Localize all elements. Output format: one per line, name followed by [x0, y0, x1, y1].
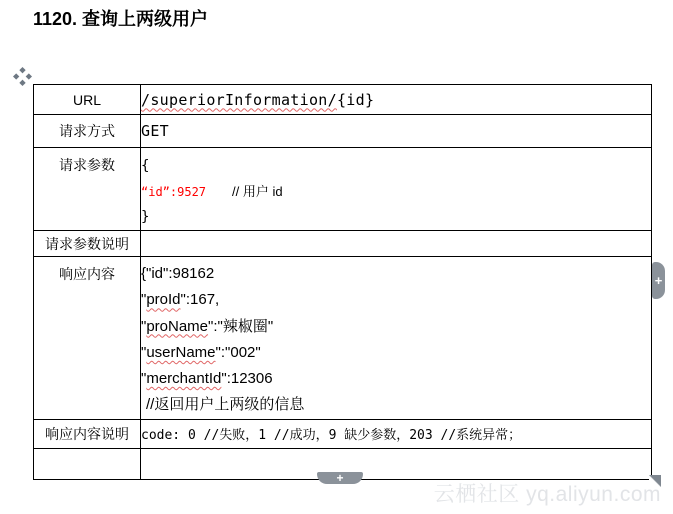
- table-row-method: [34, 115, 652, 148]
- url-value: [141, 91, 374, 109]
- add-column-button[interactable]: [652, 262, 665, 299]
- response-desc-value-cell[interactable]: [141, 419, 652, 448]
- method-value: GET: [141, 122, 169, 140]
- key-username-misspelled: userName: [146, 343, 216, 361]
- response-line-proname: [141, 314, 651, 340]
- plus-icon: +: [336, 471, 344, 485]
- json-param-line: [141, 179, 651, 205]
- table-row-response: [34, 257, 652, 420]
- move-handle-diamonds: [13, 67, 32, 86]
- page-title: 1120. 查询上两级用户: [33, 9, 209, 29]
- table-row-request-params-desc: [34, 231, 652, 257]
- response-desc-label: 响应内容说明: [45, 425, 129, 442]
- empty-row-label-cell[interactable]: [34, 448, 141, 479]
- method-value-cell[interactable]: [141, 115, 652, 148]
- response-line-username: [141, 340, 651, 366]
- response-desc-label-cell[interactable]: [34, 419, 141, 448]
- plus-icon: +: [654, 273, 663, 288]
- request-params-label-cell[interactable]: [34, 148, 141, 231]
- url-value-cell[interactable]: [141, 85, 652, 115]
- table-row-response-desc: [34, 419, 652, 448]
- api-doc-table: [33, 84, 652, 480]
- quote: ": [141, 291, 147, 309]
- response-label: 响应内容: [59, 266, 115, 282]
- response-line-proid: [141, 287, 651, 313]
- url-label: URL: [72, 91, 101, 108]
- json-open-brace: {: [141, 158, 150, 174]
- method-label: 请求方式: [59, 123, 115, 139]
- quote: ": [141, 370, 147, 388]
- response-json: [141, 257, 651, 419]
- watermark: 云栖社区 yq.aliyun.com: [433, 483, 661, 506]
- url-path-misspelled: /superiorInformation/: [141, 90, 337, 109]
- empty-row-value-cell[interactable]: [141, 448, 652, 479]
- param-id-value: “id”:9527: [141, 185, 207, 199]
- add-row-button[interactable]: [317, 472, 363, 484]
- value-username: ":"002": [215, 343, 261, 361]
- request-params-value-cell[interactable]: [141, 148, 652, 231]
- request-params-label: 请求参数: [59, 157, 115, 173]
- request-params-desc-label: 请求参数说明: [45, 235, 129, 252]
- table-row-request-params: [34, 148, 652, 231]
- table-move-handle-icon[interactable]: [13, 67, 32, 86]
- response-value-cell[interactable]: [141, 257, 652, 420]
- value-merchantid: ":12306: [221, 370, 273, 388]
- request-params-desc-value-cell[interactable]: [141, 231, 652, 257]
- value-proname: ":"辣椒圈": [208, 317, 274, 335]
- quote: ": [141, 343, 147, 361]
- key-merchantid-misspelled: merchantId: [146, 370, 222, 388]
- json-close-brace: }: [141, 209, 150, 225]
- url-path-param: {id}: [336, 90, 375, 109]
- response-line-1: {"id":98162: [141, 265, 215, 282]
- response-label-cell[interactable]: [34, 257, 141, 420]
- value-proid: ":167,: [180, 291, 220, 309]
- request-params-json: [141, 148, 651, 230]
- table-row-url: [34, 85, 652, 115]
- param-id-comment: // 用户 id: [232, 184, 283, 199]
- response-comment: //返回用户上两级的信息: [146, 396, 305, 414]
- response-line-merchantid: [141, 366, 651, 392]
- request-params-desc-label-cell[interactable]: [34, 231, 141, 257]
- key-proname-misspelled: proName: [146, 317, 209, 335]
- response-desc-value: code: 0 //失败，1 //成功，9 缺少参数，203 //系统异常；: [141, 428, 522, 444]
- quote: ": [141, 317, 147, 335]
- url-label-cell[interactable]: [34, 85, 141, 115]
- method-label-cell[interactable]: [34, 115, 141, 148]
- key-proid-misspelled: proId: [146, 291, 181, 309]
